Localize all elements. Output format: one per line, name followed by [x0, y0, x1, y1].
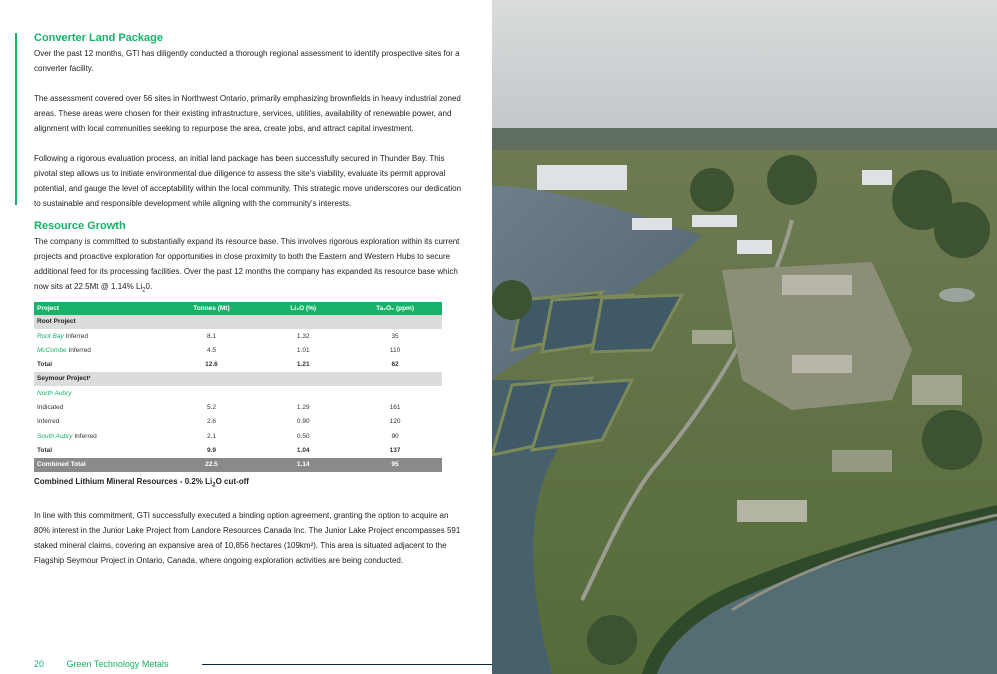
- paragraph: In line with this commitment, GTI successfully executed a binding option agreement, granting the option to acquire an 80% interest in the Junior Lake Project from Landore Resources Canada Inc. The Junior Lake Project encompasses 591 staked mineral claims, covering an expansive area of 10,856 hectares (109km²). This area is situated adjacent to the Flagship Seymour Project in Ontario, Canada, where ongoing exploration activities are being conducted.: [34, 511, 461, 566]
- heading-resource-growth: Resource Growth: [34, 220, 126, 232]
- table-group-row: Seymour Project¹: [34, 372, 442, 386]
- table-combined-total-row: Combined Total 22.5 1.14 95: [34, 458, 442, 472]
- table-row: North Aubry: [37, 389, 72, 397]
- footer-company-name: Green Technology Metals: [66, 659, 169, 669]
- main-content: [34, 30, 464, 568]
- table-header-row: [34, 302, 442, 315]
- table-row: South Aubry Inferred 2.1 0.50 90: [37, 432, 399, 440]
- table-row: Inferred 2.6 0.90 120: [37, 418, 401, 426]
- aerial-site-photo: [492, 0, 997, 674]
- paragraph: Over the past 12 months, GTI has diligently conducted a thorough regional assessment to identify prospective sites for a converter facility.: [34, 49, 460, 73]
- paragraph: Following a rigorous evaluation process, an initial land package has been successfully secured in Thunder Bay. This pivotal step allows us to initiate environmental due diligence to assess the site's viability, evaluate its permit approval potential, and gauge the level of acceptability within the local community. This strategic move underscores our dedication to sustainable and responsible development while aligning with the community's interests.: [34, 154, 462, 208]
- table-row: McCombe Inferred 4.5 1.01 110: [37, 346, 401, 354]
- column-header: Li₂O (%): [258, 302, 348, 315]
- accent-rule: [15, 33, 17, 205]
- table-row: Root Bay Inferred 8.1 1.32 35: [37, 332, 399, 340]
- column-header: Project: [34, 302, 165, 315]
- column-header: Tonnes (Mt): [165, 302, 259, 315]
- page-number: 20: [34, 659, 45, 669]
- column-header: Ta₂O₅ (ppm): [348, 302, 442, 315]
- paragraph: The company is committed to substantially expand its resource base. This involves rigorous exploration within its current projects and proactive exploration for opportunities in close proximity to both the Eastern and Western Hubs to secure additional feed for its processing facilities. Over the past 12 months the company has expanded its resource base which now sits at 22.5Mt @ 1.14% $Li_20$.: [34, 237, 460, 294]
- table-row: Indicated 5.2 1.29 161: [37, 404, 401, 412]
- table-total-row: Total 12.6 1.21 62: [37, 361, 399, 369]
- table-caption: Combined Lithium Mineral Resources - 0.2% $Li_2O$ cut-off: [34, 476, 249, 489]
- resource-table: [34, 302, 442, 472]
- table-total-row: Total 9.9 1.04 137: [37, 446, 401, 454]
- table-group-row: Root Project: [34, 315, 442, 329]
- paragraph: The assessment covered over 56 sites in Northwest Ontario, primarily emphasizing brownfields in heavy industrial zoned areas. These areas were chosen for their existing infrastructure, services, utilities, availability of renewable power, and alignment with local communities seeking to repurpose the area, create jobs, and attract capital investment.: [34, 94, 461, 133]
- page-footer: [34, 659, 168, 669]
- footer-rule: [202, 664, 492, 665]
- heading-converter-land-package: Converter Land Package: [34, 32, 163, 44]
